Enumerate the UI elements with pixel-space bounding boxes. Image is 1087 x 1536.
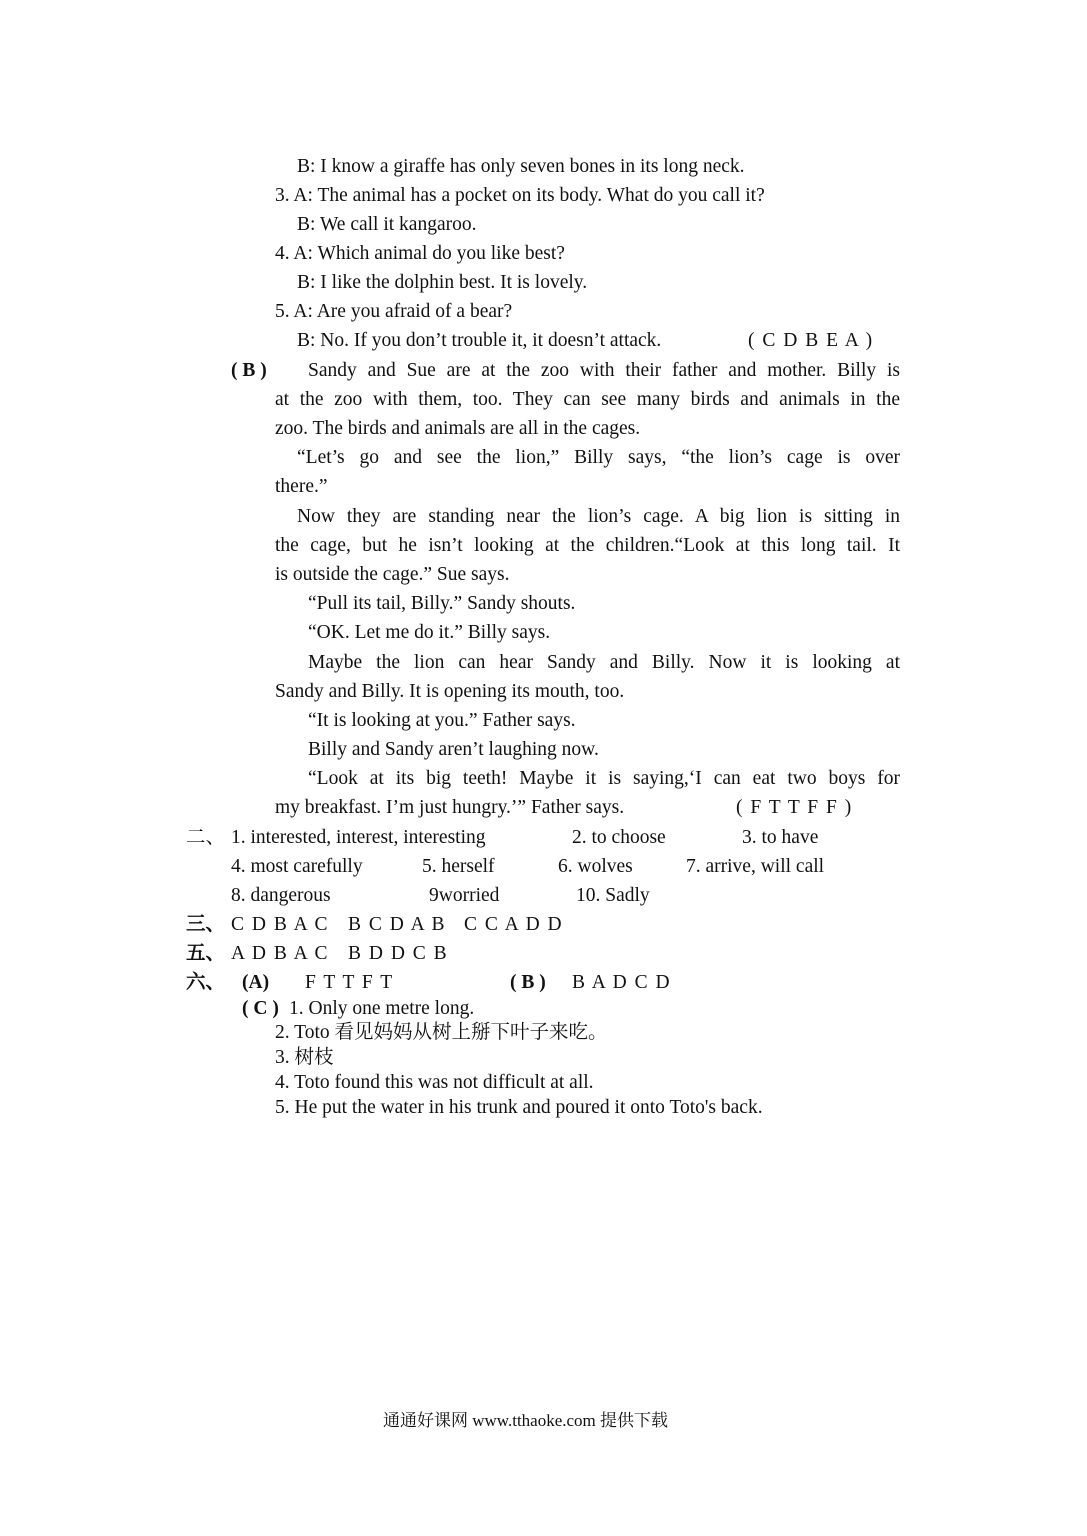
section-2-item: 7. arrive, will call [686, 856, 825, 877]
passage-line-9: “Pull its tail, Billy.” Sandy shouts. [308, 593, 576, 614]
section-5-group: B D D C B [348, 943, 449, 964]
section-3-group: C C A D D [464, 914, 564, 935]
dialogue-4-b: B: I like the dolphin best. It is lovely. [297, 272, 588, 293]
passage-line-5: there.” [275, 476, 328, 497]
section-2-item: 8. dangerous [231, 885, 331, 906]
passage-line-7: the cage, but he isn’t looking at the children.“Look at this long tail. It [275, 535, 900, 556]
passage-line-6: Now they are standing near the lion’s cage. A big lion is sitting in [297, 506, 900, 527]
passage-line-4: “Let’s go and see the lion,” Billy says, “the lion’s cage is over [297, 447, 900, 468]
section-5-group: A D B A C [231, 943, 330, 964]
passage-line-3: zoo. The birds and animals are all in the cages. [275, 418, 641, 439]
passage-line-15: “Look at its big teeth! Maybe it is saying,‘I can eat two boys for [308, 768, 900, 789]
page-footer: 通通好课网 www.tthaoke.com 提供下载 [383, 1411, 669, 1430]
passage-line-11: Maybe the lion can hear Sandy and Billy. Now it is looking at [308, 652, 900, 673]
section-6-c-item: 5. He put the water in his trunk and poured it onto Toto's back. [275, 1097, 763, 1118]
section-3-label: 三、 [186, 914, 226, 935]
dialogue-answer: ( C D B E A ) [748, 330, 874, 351]
section-6-label: 六、 [186, 972, 226, 993]
passage-line-10: “OK. Let me do it.” Billy says. [308, 622, 551, 643]
section-6-c-item: 4. Toto found this was not difficult at all. [275, 1072, 594, 1093]
section-2-item: 10. Sadly [576, 885, 650, 906]
section-2-label: 二、 [186, 827, 226, 848]
passage-line-8: is outside the cage.” Sue says. [275, 564, 510, 585]
passage-line-2: at the zoo with them, too. They can see many birds and animals in the [275, 389, 900, 410]
section-6-c-item: 2. Toto 看见妈妈从树上掰下叶子来吃。 [275, 1022, 608, 1043]
section-6-c-item: 1. Only one metre long. [289, 998, 475, 1019]
section-6-b-answer: B A D C D [572, 972, 672, 993]
dialogue-5-a: 5. A: Are you afraid of a bear? [275, 301, 513, 322]
dialogue-3-a: 3. A: The animal has a pocket on its body. What do you call it? [275, 185, 765, 206]
dialogue-5-b: B: No. If you don’t trouble it, it doesn’t attack. [297, 330, 662, 351]
passage-b-answer: ( F T T F F ) [736, 797, 853, 818]
section-2-item: 1. interested, interest, interesting [231, 827, 486, 848]
section-2-item: 4. most carefully [231, 856, 363, 877]
section-6-c-label: ( C ) [242, 998, 279, 1019]
passage-b-label: ( B ) [231, 360, 267, 381]
section-6-a-answer: F T T F T [305, 972, 394, 993]
passage-line-13: “It is looking at you.” Father says. [308, 710, 576, 731]
section-5-label: 五、 [186, 943, 226, 964]
section-6-b-label: ( B ) [510, 972, 546, 993]
dialogue-3-b: B: We call it kangaroo. [297, 214, 477, 235]
section-2-item: 5. herself [422, 856, 495, 877]
passage-line-1: Sandy and Sue are at the zoo with their father and mother. Billy is [308, 360, 900, 381]
section-2-item: 3. to have [742, 827, 819, 848]
section-6-c-item: 3. 树枝 [275, 1047, 334, 1068]
dialogue-4-a: 4. A: Which animal do you like best? [275, 243, 565, 264]
section-2-item: 2. to choose [572, 827, 666, 848]
section-3-group: C D B A C [231, 914, 330, 935]
passage-line-14: Billy and Sandy aren’t laughing now. [308, 739, 599, 760]
section-2-item: 9worried [429, 885, 500, 906]
dialogue-2-b: B: I know a giraffe has only seven bones in its long neck. [297, 156, 745, 177]
section-3-group: B C D A B [348, 914, 447, 935]
section-6-a-label: (A) [242, 972, 270, 993]
passage-line-12: Sandy and Billy. It is opening its mouth, too. [275, 681, 625, 702]
section-2-item: 6. wolves [558, 856, 633, 877]
passage-line-16: my breakfast. I’m just hungry.’” Father says. [275, 797, 625, 818]
